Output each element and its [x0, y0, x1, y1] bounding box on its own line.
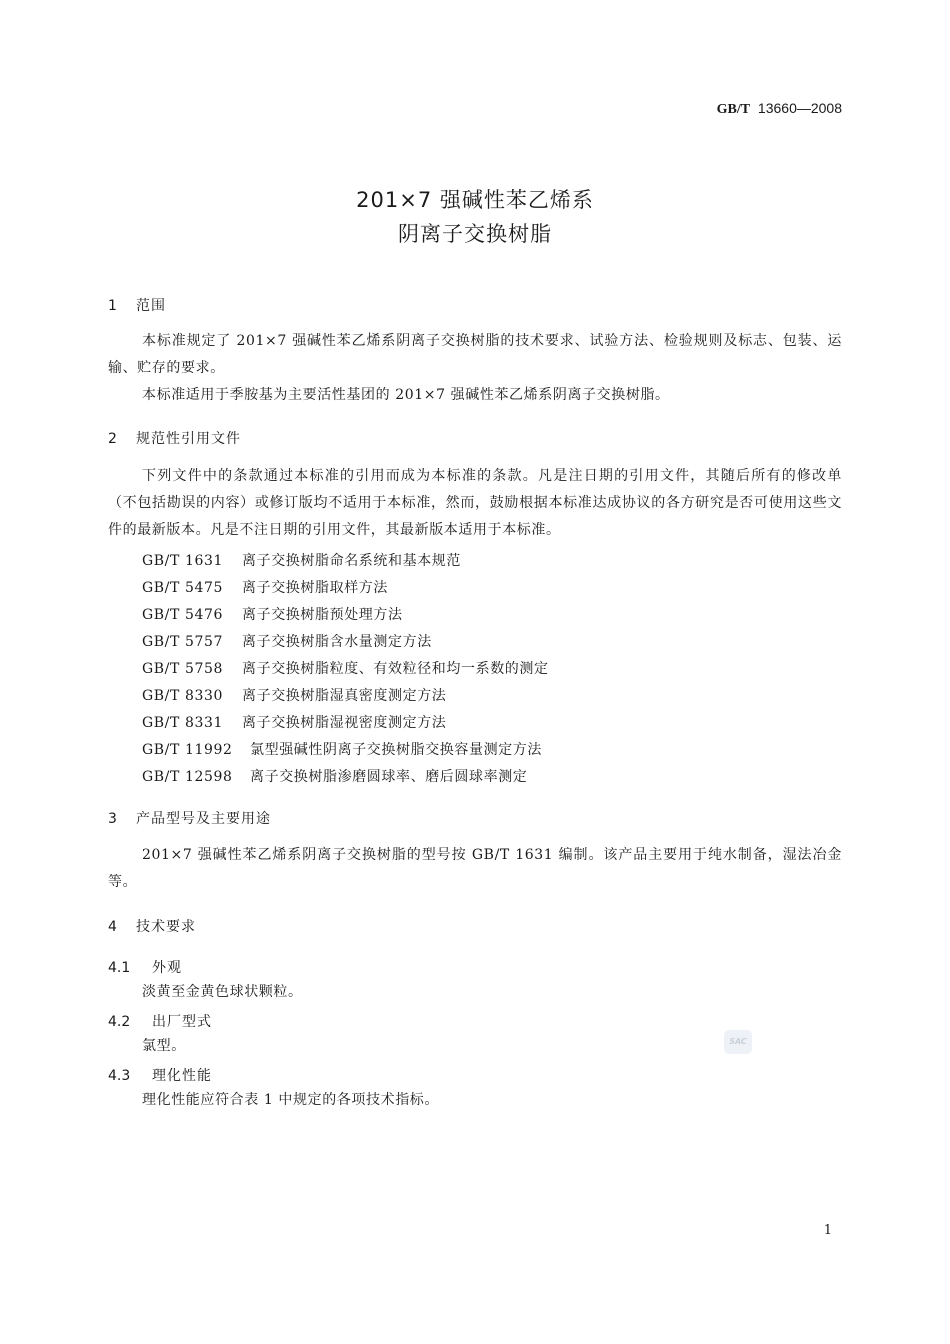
section-3-heading — [108, 808, 271, 828]
reference-item — [142, 712, 446, 732]
section-2-title: 规范性引用文件 — [136, 431, 241, 447]
reference-code: GB/T 8331 — [142, 715, 224, 731]
reference-code: GB/T 8330 — [142, 688, 224, 704]
subsection-4-1-text: 淡黄至金黄色球状颗粒。 — [142, 984, 303, 1000]
subsection-4-3-title: 理化性能 — [152, 1068, 212, 1084]
reference-item — [142, 631, 432, 651]
subsection-4-2-number: 4.2 — [108, 1014, 131, 1030]
reference-title: 离子交换树脂湿真密度测定方法 — [242, 688, 447, 704]
section-2-heading — [108, 428, 241, 448]
reference-code: GB/T 11992 — [142, 742, 233, 758]
reference-item — [142, 685, 446, 705]
section-4-title: 技术要求 — [136, 919, 196, 935]
section-1-paragraph-2: 本标准适用于季胺基为主要活性基团的 201×7 强碱性苯乙烯系阴离子交换树脂。 — [142, 387, 670, 403]
section-1-number: 1 — [108, 298, 117, 314]
section-3-number: 3 — [108, 811, 117, 827]
section-4-heading — [108, 916, 196, 936]
page-number: 1 — [823, 1223, 832, 1238]
reference-item — [142, 658, 549, 678]
document-title-line2: 阴离子交换树脂 — [398, 222, 552, 246]
reference-code: GB/T 5476 — [142, 607, 224, 623]
reference-code: GB/T 5475 — [142, 580, 224, 596]
reference-title: 离子交换树脂渗磨圆球率、磨后圆球率测定 — [250, 769, 528, 785]
section-1-heading — [108, 295, 166, 315]
reference-title: 离子交换树脂湿视密度测定方法 — [242, 715, 447, 731]
reference-code: GB/T 1631 — [142, 553, 224, 569]
reference-item — [142, 766, 527, 786]
subsection-4-3-heading — [108, 1065, 212, 1085]
reference-title: 离子交换树脂粒度、有效粒径和均一系数的测定 — [242, 661, 549, 677]
section-1-paragraph-1: 本标准规定了 201×7 强碱性苯乙烯系阴离子交换树脂的技术要求、试验方法、检验规则及标志、包装、运输、贮存的要求。 — [108, 333, 842, 376]
subsection-4-1-number: 4.1 — [108, 960, 131, 976]
reference-code: GB/T 12598 — [142, 769, 233, 785]
section-2-paragraph-1: 下列文件中的条款通过本标准的引用而成为本标准的条款。凡是注日期的引用文件，其随后所有的修改单（不包括勘误的内容）或修订版均不适用于本标准，然而，鼓励根据本标准达成协议的各方研究是否可使用这些文件的最新版本。凡是不注日期的引用文件，其最新版本适用于本标准。 — [108, 468, 842, 538]
reference-title: 离子交换树脂取样方法 — [242, 580, 388, 596]
reference-item — [142, 577, 388, 597]
section-4-number: 4 — [108, 919, 117, 935]
reference-item — [142, 550, 461, 570]
subsection-4-1-heading — [108, 957, 182, 977]
reference-code: GB/T 5758 — [142, 661, 224, 677]
reference-title: 氯型强碱性阴离子交换树脂交换容量测定方法 — [250, 742, 542, 758]
reference-item — [142, 604, 403, 624]
section-1-title: 范围 — [136, 298, 166, 314]
standard-code — [717, 100, 842, 118]
reference-item — [142, 739, 542, 759]
standard-number: 13660—2008 — [757, 100, 842, 116]
subsection-4-3-number: 4.3 — [108, 1068, 131, 1084]
reference-code: GB/T 5757 — [142, 634, 224, 650]
subsection-4-2-title: 出厂型式 — [152, 1014, 212, 1030]
section-3-title: 产品型号及主要用途 — [136, 811, 271, 827]
section-3-paragraph-1: 201×7 强碱性苯乙烯系阴离子交换树脂的型号按 GB/T 1631 编制。该产品主要用于纯水制备，湿法冶金等。 — [108, 847, 842, 890]
standard-prefix: GB/T — [716, 102, 751, 117]
subsection-4-1-title: 外观 — [152, 960, 182, 976]
sac-watermark-logo: SAC — [724, 1030, 752, 1054]
subsection-4-2-heading — [108, 1011, 212, 1031]
section-2-number: 2 — [108, 431, 117, 447]
reference-title: 离子交换树脂预处理方法 — [242, 607, 403, 623]
document-title-line1: 201×7 强碱性苯乙烯系 — [356, 188, 594, 212]
reference-title: 离子交换树脂命名系统和基本规范 — [242, 553, 461, 569]
reference-title: 离子交换树脂含水量测定方法 — [242, 634, 432, 650]
subsection-4-3-text: 理化性能应符合表 1 中规定的各项技术指标。 — [142, 1092, 440, 1108]
subsection-4-2-text: 氯型。 — [142, 1038, 186, 1054]
